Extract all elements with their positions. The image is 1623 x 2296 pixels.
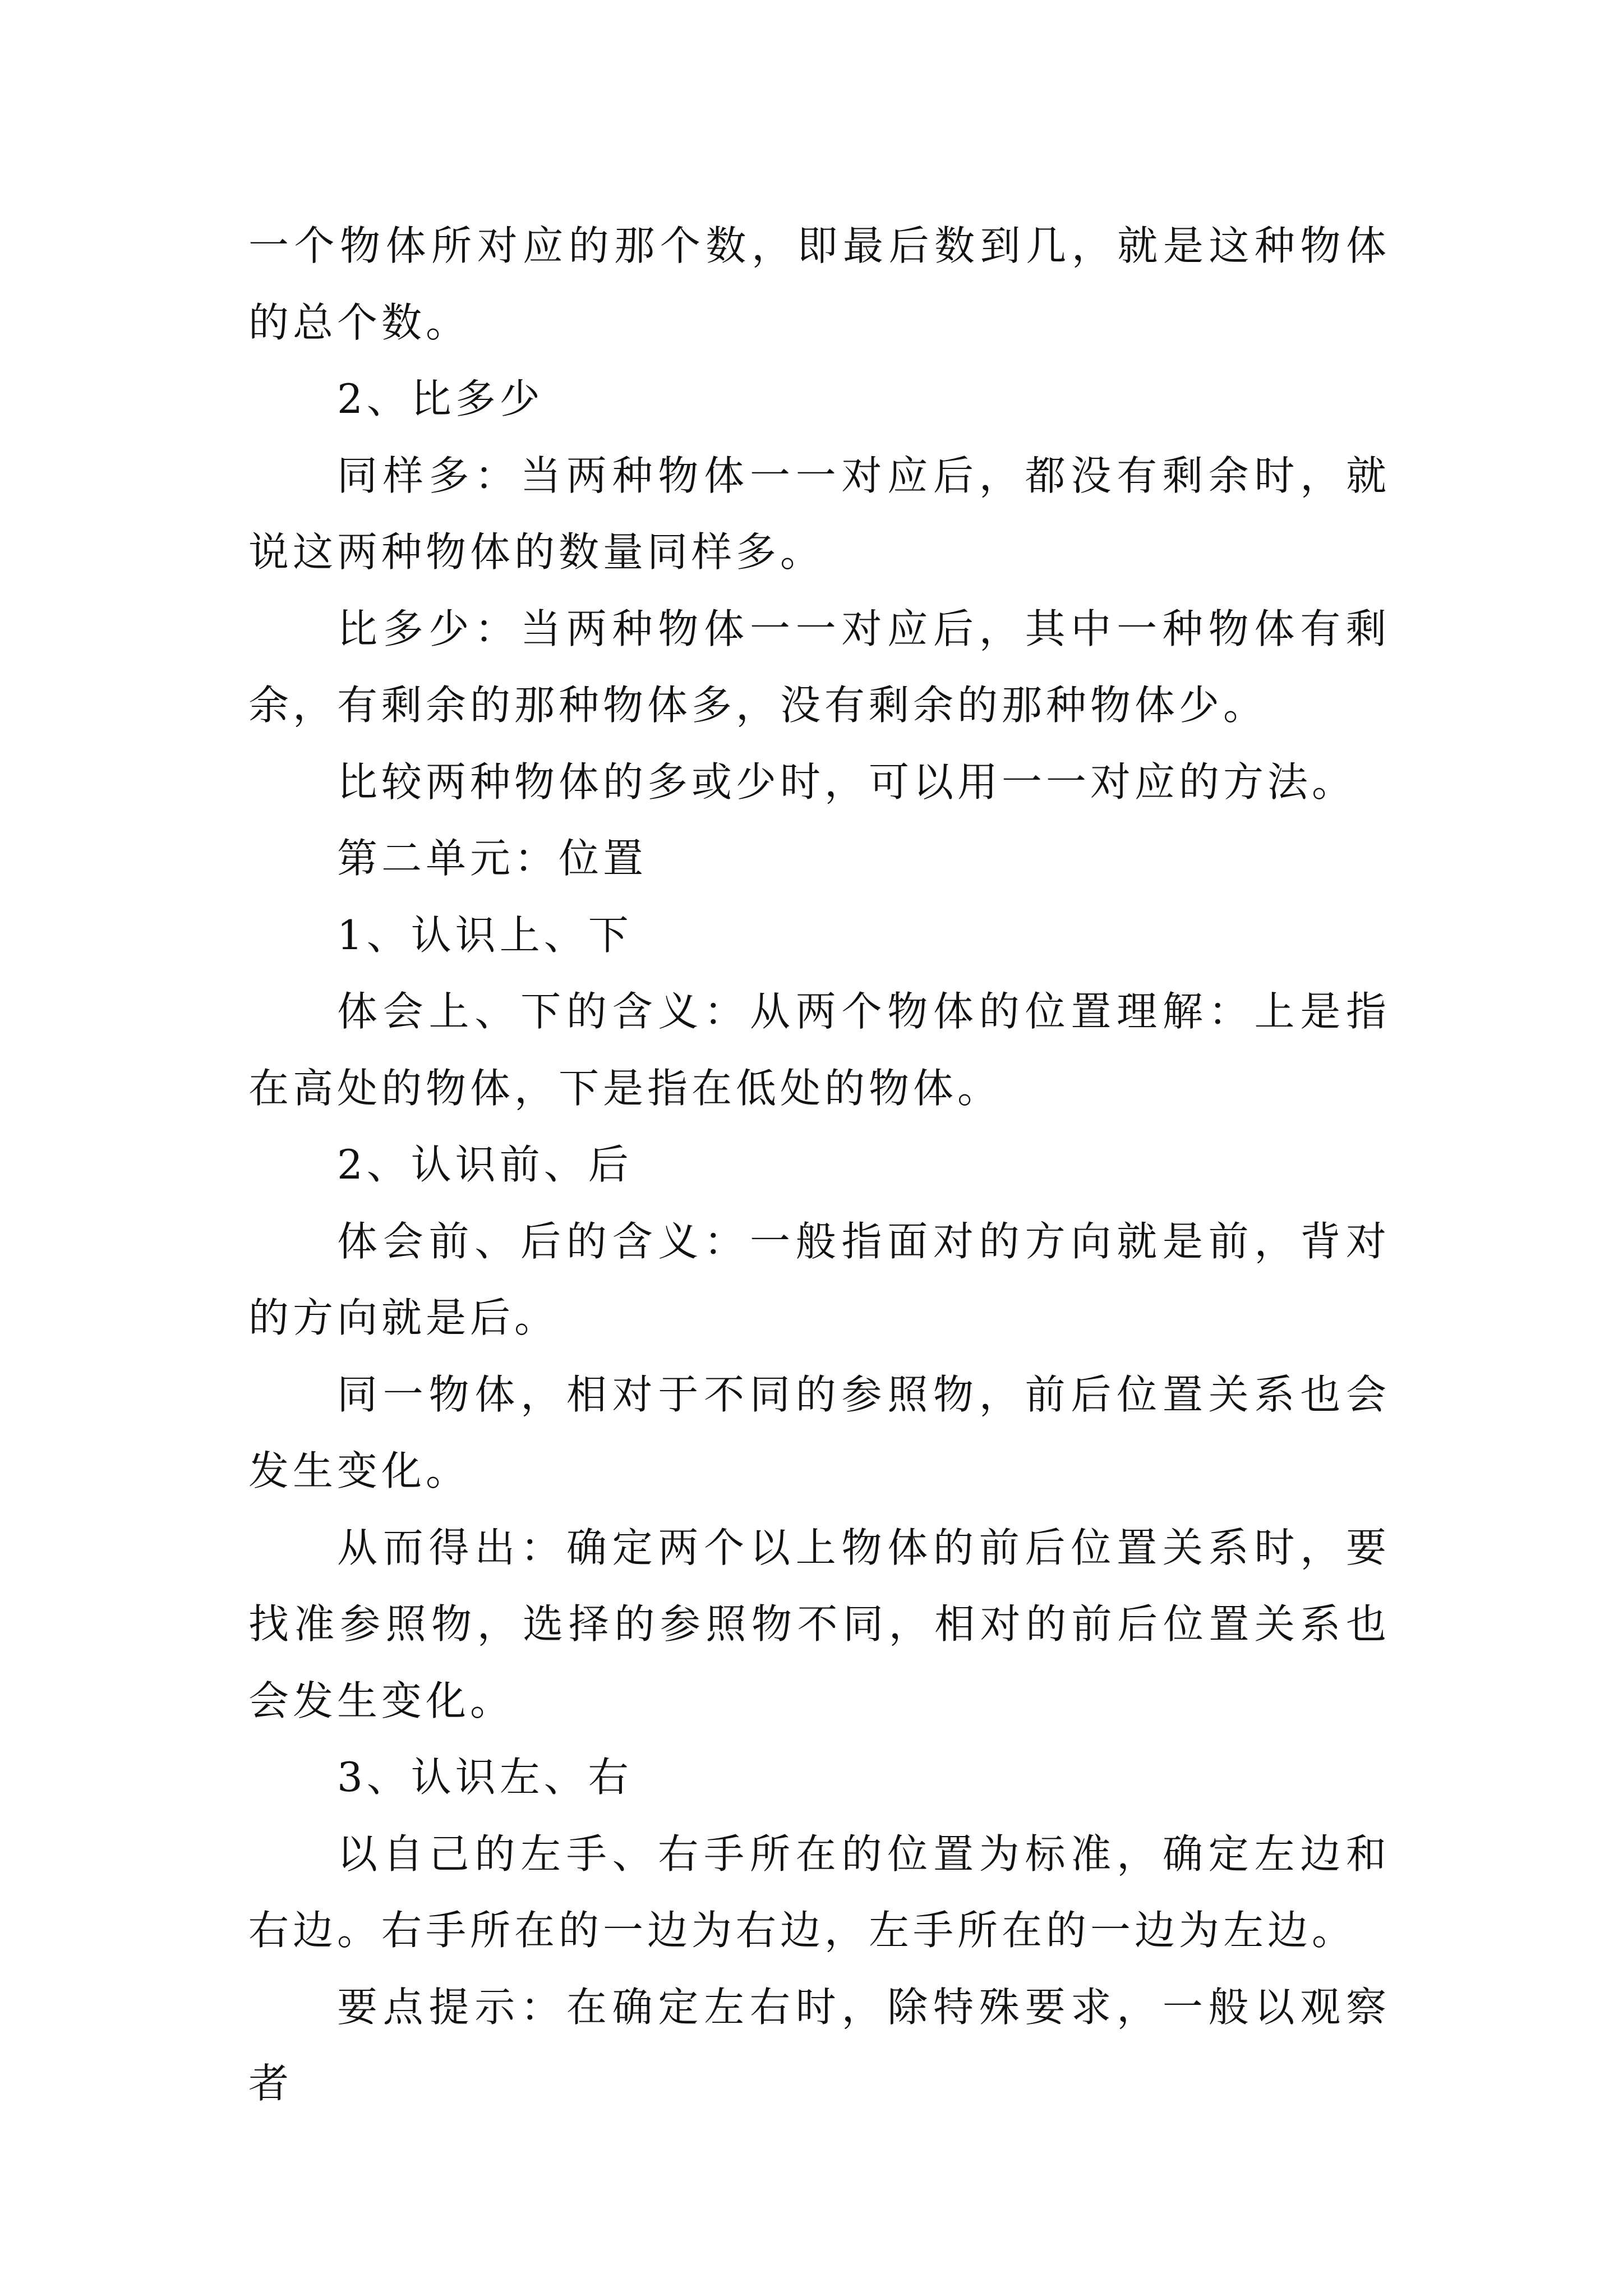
section-heading-up-down: 1、认识上、下 <box>337 911 633 959</box>
paragraph-front-back-meaning: 体会前、后的含义：一般指面对的方向就是前，背对的方向就是后。 <box>248 1217 1390 1341</box>
paragraph-comparison-method: 比较两种物体的多或少时，可以用一一对应的方法。 <box>337 758 1357 806</box>
unit-heading-position: 第二单元：位置 <box>337 835 648 882</box>
section-heading-compare: 2、比多少 <box>337 375 544 422</box>
paragraph-conclusion: 从而得出：确定两个以上物体的前后位置关系时，要找准参照物，选择的参照物不同，相对的前后位置关系也会发生变化。 <box>248 1524 1390 1724</box>
section-heading-front-back: 2、认识前、后 <box>337 1141 633 1188</box>
paragraph-reference-object: 同一物体，相对于不同的参照物，前后位置关系也会发生变化。 <box>248 1370 1390 1494</box>
paragraph-left-right-standard: 以自己的左手、右手所在的位置为标准，确定左边和右边。右手所在的一边为右边，左手所在的一边为左边。 <box>248 1830 1390 1954</box>
document-body <box>248 208 1390 2122</box>
paragraph-more-less: 比多少：当两种物体一一对应后，其中一种物体有剩余，有剩余的那种物体多，没有剩余的那种物体少。 <box>248 605 1390 729</box>
paragraph-up-down-meaning: 体会上、下的含义：从两个物体的位置理解：上是指在高处的物体，下是指在低处的物体。 <box>248 988 1390 1112</box>
paragraph-key-tip: 要点提示：在确定左右时，除特殊要求，一般以观察者 <box>248 1983 1390 2107</box>
paragraph-same-amount: 同样多：当两种物体一一对应后，都没有剩余时，就说这两种物体的数量同样多。 <box>248 452 1390 576</box>
section-heading-left-right: 3、认识左、右 <box>337 1754 633 1801</box>
paragraph-continuation: 一个物体所对应的那个数，即最后数到几，就是这种物体的总个数。 <box>248 222 1390 346</box>
